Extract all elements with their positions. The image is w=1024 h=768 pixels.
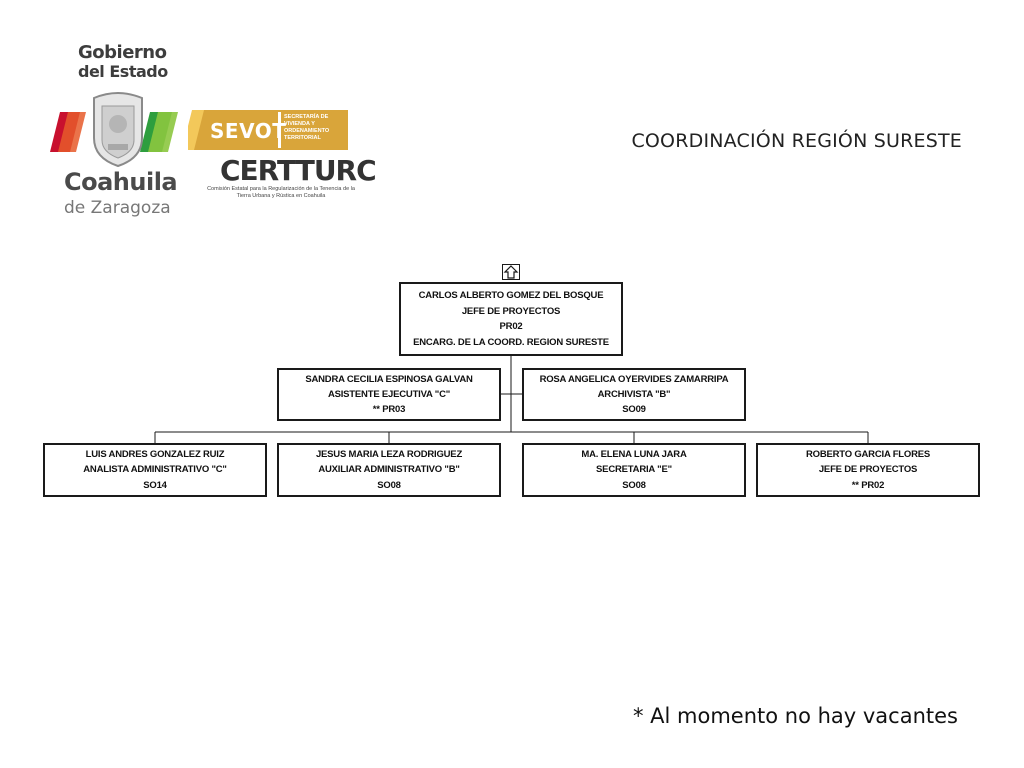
position-code: ** PR03 <box>372 404 406 415</box>
position-title: SECRETARIA "E" <box>596 464 672 476</box>
position-role: ENCARG. DE LA COORD. REGION SURESTE <box>413 336 609 348</box>
position-code: ** PR02 <box>851 479 885 491</box>
org-box-secretary <box>522 443 746 497</box>
person-name: JESUS MARIA LEZA RODRIGUEZ <box>315 448 463 460</box>
position-title: ARCHIVISTA "B" <box>597 389 671 400</box>
sevot-description: SECRETARÍA DE VIVIENDA Y ORDENAMIENTO TERRITORIAL <box>284 114 330 141</box>
position-title: ANALISTA ADMINISTRATIVO "C" <box>83 464 227 476</box>
sevot-text: SEVOT <box>210 119 287 143</box>
de-zaragoza-text: de Zaragoza <box>64 198 171 218</box>
org-box-archivist <box>522 368 746 421</box>
org-box-root <box>399 282 623 356</box>
position-code: SO09 <box>622 404 646 415</box>
position-code: PR02 <box>499 321 523 332</box>
person-name: MA. ELENA LUNA JARA <box>581 448 687 460</box>
certturc-description: Comisión Estatal para la Regularización de la Tenencia de la Tierra Urbana y Rústica en Coahuila <box>207 186 355 199</box>
gobierno-text: Gobierno <box>78 42 167 63</box>
org-box-analyst <box>43 443 267 497</box>
person-name: ROSA ANGELICA OYERVIDES ZAMARRIPA <box>539 374 729 385</box>
vacancy-footnote: * Al momento no hay vacantes <box>632 704 958 728</box>
position-title: AUXILIAR ADMINISTRATIVO "B" <box>318 464 460 476</box>
person-name: SANDRA CECILIA ESPINOSA GALVAN <box>305 374 473 385</box>
position-code: SO08 <box>622 479 646 491</box>
org-box-assistant <box>277 368 501 421</box>
person-name: LUIS ANDRES GONZALEZ RUIZ <box>85 448 225 460</box>
up-arrow-icon <box>502 264 520 280</box>
del-estado-text: del Estado <box>78 62 168 81</box>
position-code: SO14 <box>143 479 167 491</box>
person-name: CARLOS ALBERTO GOMEZ DEL BOSQUE <box>418 290 604 301</box>
person-name: ROBERTO GARCIA FLORES <box>805 448 931 460</box>
position-title: JEFE DE PROYECTOS <box>818 464 918 476</box>
position-title: JEFE DE PROYECTOS <box>461 305 561 317</box>
position-code: SO08 <box>377 479 401 491</box>
org-box-auxiliary <box>277 443 501 497</box>
position-title: ASISTENTE EJECUTIVA "C" <box>327 389 451 400</box>
certturc-text: CERTTURC <box>220 154 376 187</box>
org-box-project-lead <box>756 443 980 497</box>
coahuila-text: Coahuila <box>64 168 178 196</box>
page-title: COORDINACIÓN REGIÓN SURESTE <box>631 130 962 152</box>
